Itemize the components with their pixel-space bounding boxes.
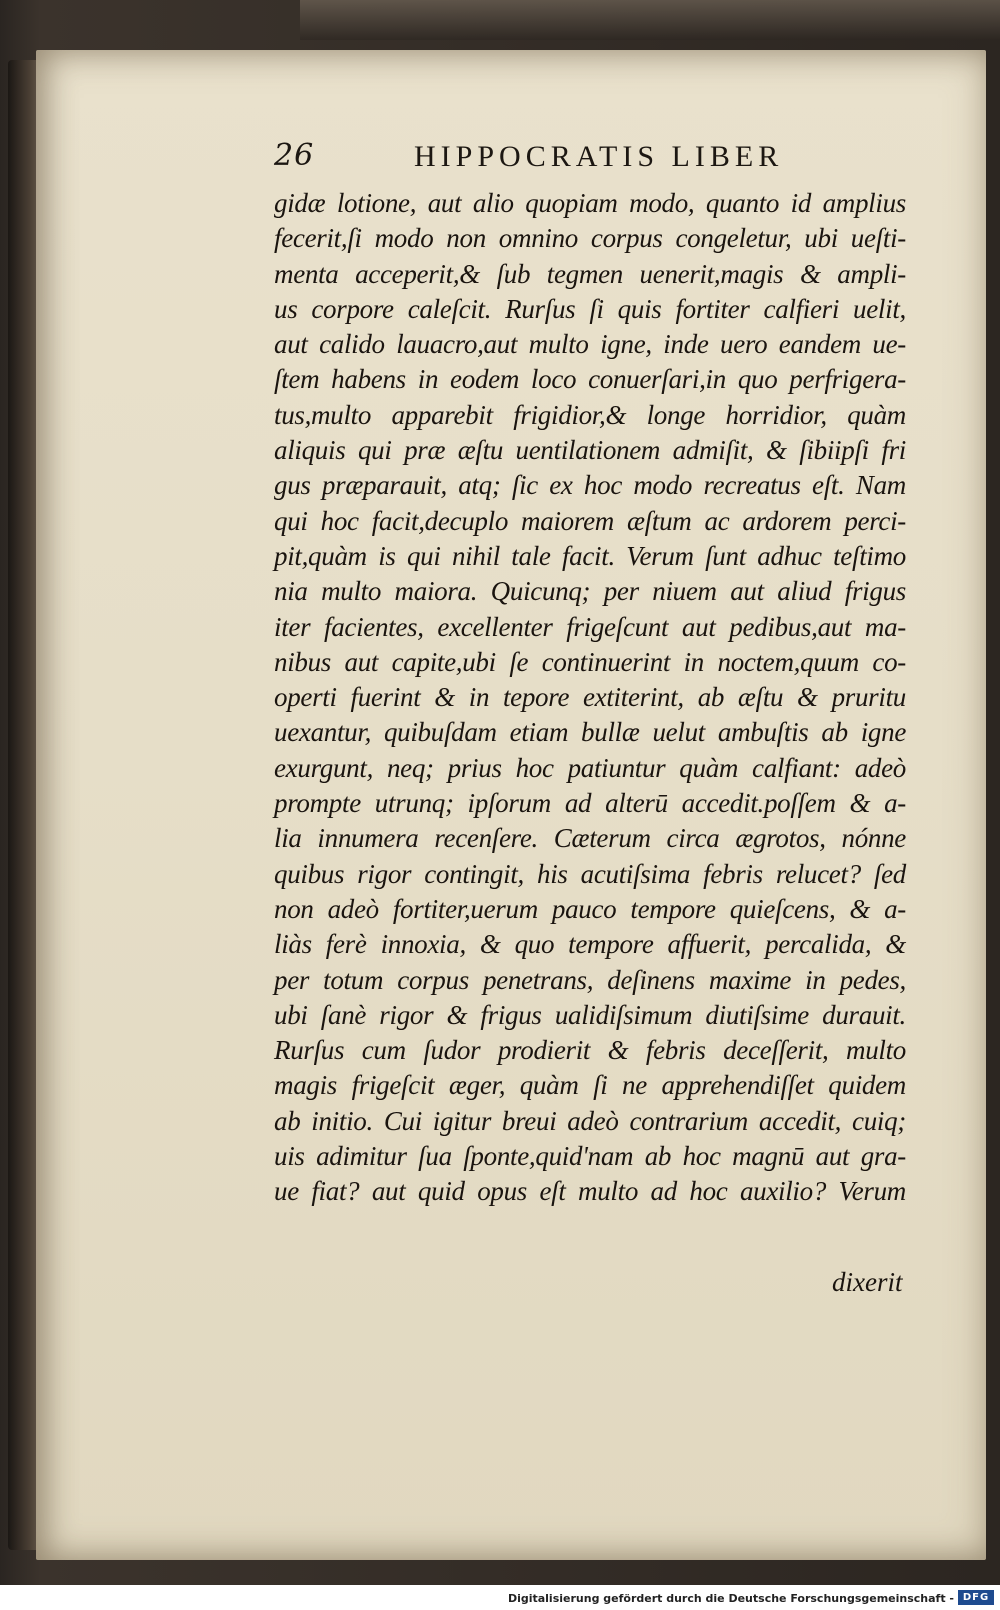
text-line: aliquis qui præ æſtu uentilationem admiſit, & ſibiipſi fri <box>274 435 906 466</box>
text-line: ſtem habens in eodem loco conuerſari,in quo perfrigera- <box>274 364 906 395</box>
text-line: pit,quàm is qui nihil tale facit. Verum ſunt adhuc teſtimo <box>274 540 906 571</box>
body-text <box>274 186 906 1210</box>
text-line: fecerit,ſi modo non omnino corpus congeletur, ubi ueſti- <box>274 223 906 254</box>
text-line: quibus rigor contingit, his acutiſsima febris relucet? ſed <box>274 858 906 889</box>
running-title: HIPPOCRATIS LIBER <box>414 140 784 173</box>
text-line: uexantur, quibuſdam etiam bullæ uelut ambuſtis ab igne <box>274 717 906 748</box>
page-edge <box>300 0 1000 40</box>
text-line: nia multo maiora. Quicunq; per niuem aut aliud frigus <box>274 576 906 607</box>
text-line: aut calido lauacro,aut multo igne, inde uero eandem ue- <box>274 329 906 360</box>
text-line: operti fuerint & in tepore extiterint, ab æſtu & pruritu <box>274 682 906 713</box>
text-line: liàs ferè innoxia, & quo tempore affuerit, percalida, & <box>274 929 906 960</box>
text-line: menta acceperit,& ſub tegmen uenerit,magis & ampli- <box>274 258 906 289</box>
text-line: qui hoc facit,decuplo maiorem æſtum ac ardorem perci- <box>274 505 906 536</box>
text-line: ab initio. Cui igitur breui adeò contrarium accedit, cuiq; <box>274 1105 906 1136</box>
text-line: gidæ lotione, aut alio quopiam modo, quanto id amplius <box>274 188 906 218</box>
text-line: gus præparauit, atq; ſic ex hoc modo recreatus eſt. Nam <box>274 470 906 501</box>
page-header <box>274 138 894 178</box>
text-line: ubi ſanè rigor & frigus ualidiſsimum diutiſsime durauit. <box>274 999 906 1030</box>
text-line: non adeò fortiter,uerum pauco tempore quieſcens, & a- <box>274 893 906 924</box>
text-line: prompte utrunq; ipſorum ad alterū accedit.poſſem & a- <box>274 788 906 819</box>
page-number: 26 <box>274 138 315 173</box>
text-line: Rurſus cum ſudor prodierit & febris deceſſerit, multo <box>274 1035 906 1066</box>
funding-credit: Digitalisierung gefördert durch die Deutsche Forschungsgemeinschaft - <box>507 1592 954 1605</box>
text-line: per totum corpus penetrans, deſinens maxime in pedes, <box>274 964 906 995</box>
dfg-logo: DFG <box>958 1590 994 1605</box>
catchword: dixerit <box>832 1267 903 1297</box>
text-line: lia innumera recenſere. Cæterum circa ægrotos, nónne <box>274 823 906 854</box>
text-line: magis frigeſcit æger, quàm ſi ne apprehendiſſet quidem <box>274 1070 906 1101</box>
text-line: us corpore caleſcit. Rurſus ſi quis fortiter calfieri uelit, <box>274 293 906 324</box>
text-line: uis adimitur ſua ſponte,quid'nam ab hoc magnū aut gra- <box>274 1141 906 1172</box>
text-line: exurgunt, neq; prius hoc patiuntur quàm calfiant: adeò <box>274 752 906 783</box>
text-line: nibus aut capite,ubi ſe continuerint in noctem,quum co- <box>274 646 906 677</box>
text-line: iter facientes, excellenter frigeſcunt aut pedibus,aut ma- <box>274 611 906 642</box>
text-line: tus,multo apparebit frigidior,& longe horridior, quàm <box>274 399 906 430</box>
text-line: ue fiat? aut quid opus eſt multo ad hoc auxilio? Verum <box>274 1176 906 1207</box>
